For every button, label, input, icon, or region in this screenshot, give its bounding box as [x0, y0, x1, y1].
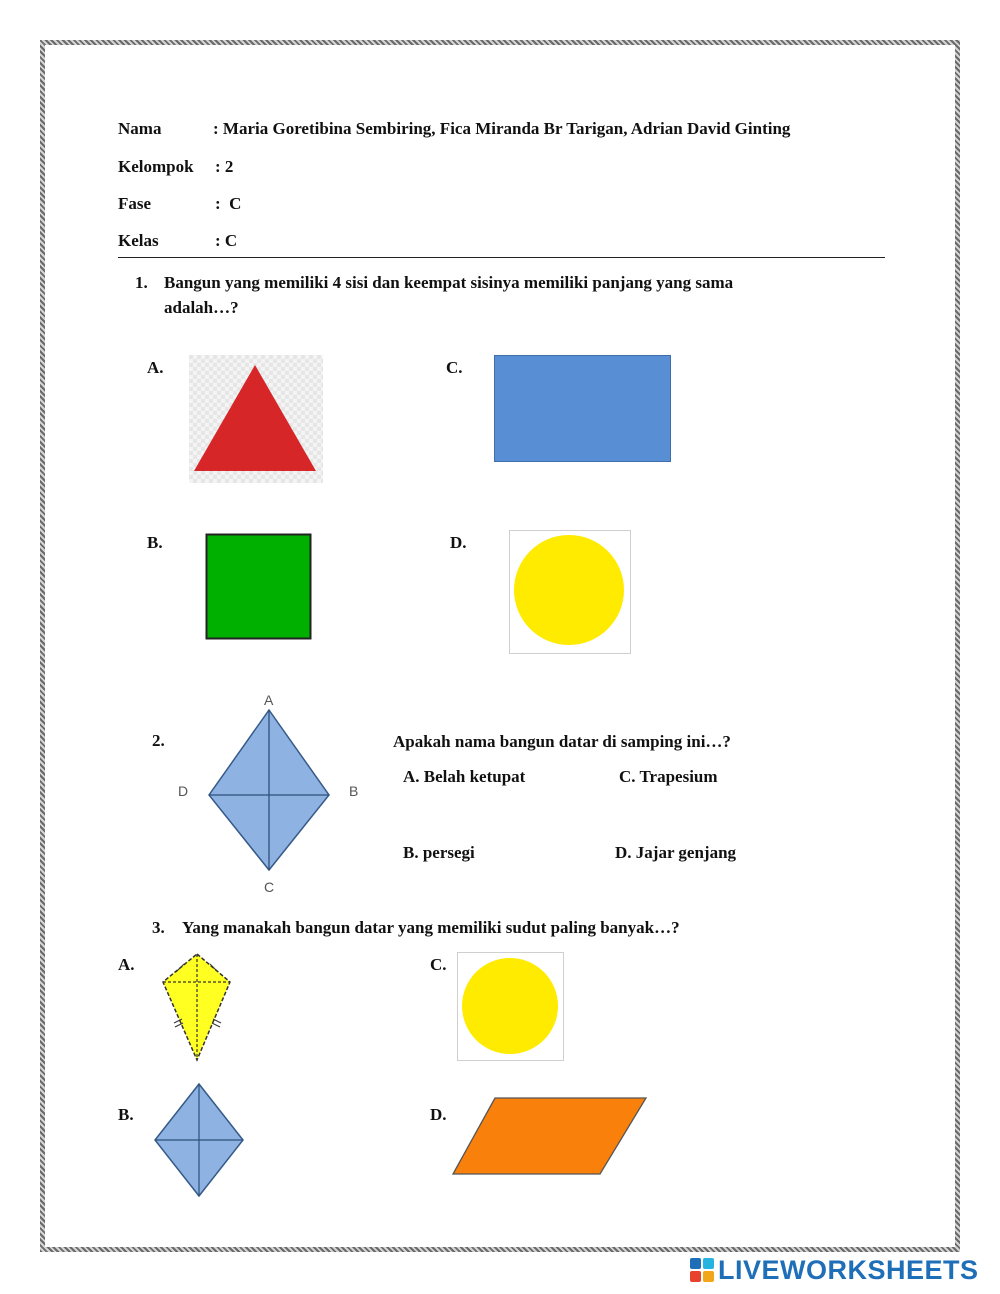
q1-option-c-rectangle[interactable]	[494, 355, 672, 463]
q3-number: 3.	[152, 918, 165, 937]
liveworksheets-wordmark: LIVEWORKSHEETS	[718, 1254, 979, 1285]
q3-option-a-label[interactable]: A.	[118, 955, 135, 974]
nama-label: Nama	[118, 119, 162, 138]
q3-option-a-kite[interactable]	[155, 950, 245, 1065]
kelas-label: Kelas	[118, 231, 159, 250]
vertex-b-label: B	[349, 783, 359, 799]
worksheet-border	[40, 40, 960, 1252]
q1-text-line1: Bangun yang memiliki 4 sisi dan keempat sisinya memiliki panjang yang sama	[164, 273, 734, 292]
kelompok-label: Kelompok	[118, 157, 194, 176]
q3-option-b-label[interactable]: B.	[118, 1105, 134, 1124]
q1-text-line2: adalah…?	[164, 298, 239, 317]
nama-value: : Maria Goretibina Sembiring, Fica Miranda Br Tarigan, Adrian David Ginting	[213, 119, 791, 138]
q2-option-d[interactable]: D. Jajar genjang	[615, 843, 737, 862]
q2-option-a[interactable]: A. Belah ketupat	[403, 767, 526, 786]
q1-option-d-label[interactable]: D.	[450, 533, 467, 552]
q3-option-c-circle[interactable]	[457, 952, 565, 1062]
vertex-c-label: C	[264, 879, 275, 895]
vertex-d-label: D	[178, 783, 189, 799]
q1-number: 1.	[135, 273, 148, 292]
q2-question: Apakah nama bangun datar di samping ini…?	[393, 732, 731, 751]
q1-option-c-label[interactable]: C.	[446, 358, 463, 377]
kelompok-value: : 2	[215, 157, 234, 176]
q1-option-b-label[interactable]: B.	[147, 533, 163, 552]
q1-option-a-label[interactable]: A.	[147, 358, 164, 377]
kelas-value: : C	[215, 231, 238, 250]
q1-option-d-circle[interactable]	[509, 530, 632, 654]
liveworksheets-logo	[690, 1255, 979, 1285]
q3-option-d-parallelogram[interactable]	[450, 1096, 650, 1178]
q3-option-c-label[interactable]: C.	[430, 955, 447, 974]
q2-number: 2.	[152, 731, 165, 750]
fase-value: : C	[215, 194, 242, 213]
q3-text: Yang manakah bangun datar yang memiliki sudut paling banyak…?	[182, 918, 680, 937]
q2-option-b[interactable]: B. persegi	[403, 843, 475, 862]
header-divider	[118, 257, 885, 258]
q3-option-b-rhombus[interactable]	[152, 1082, 246, 1200]
q2-option-c[interactable]: C. Trapesium	[619, 767, 718, 786]
q1-option-a-triangle[interactable]	[189, 355, 323, 483]
q2-rhombus-figure	[170, 688, 370, 898]
liveworksheets-icon	[690, 1258, 714, 1282]
fase-label: Fase	[118, 194, 152, 213]
q1-option-b-square[interactable]	[205, 533, 312, 640]
q3-option-d-label[interactable]: D.	[430, 1105, 447, 1124]
vertex-a-label: A	[264, 692, 274, 708]
